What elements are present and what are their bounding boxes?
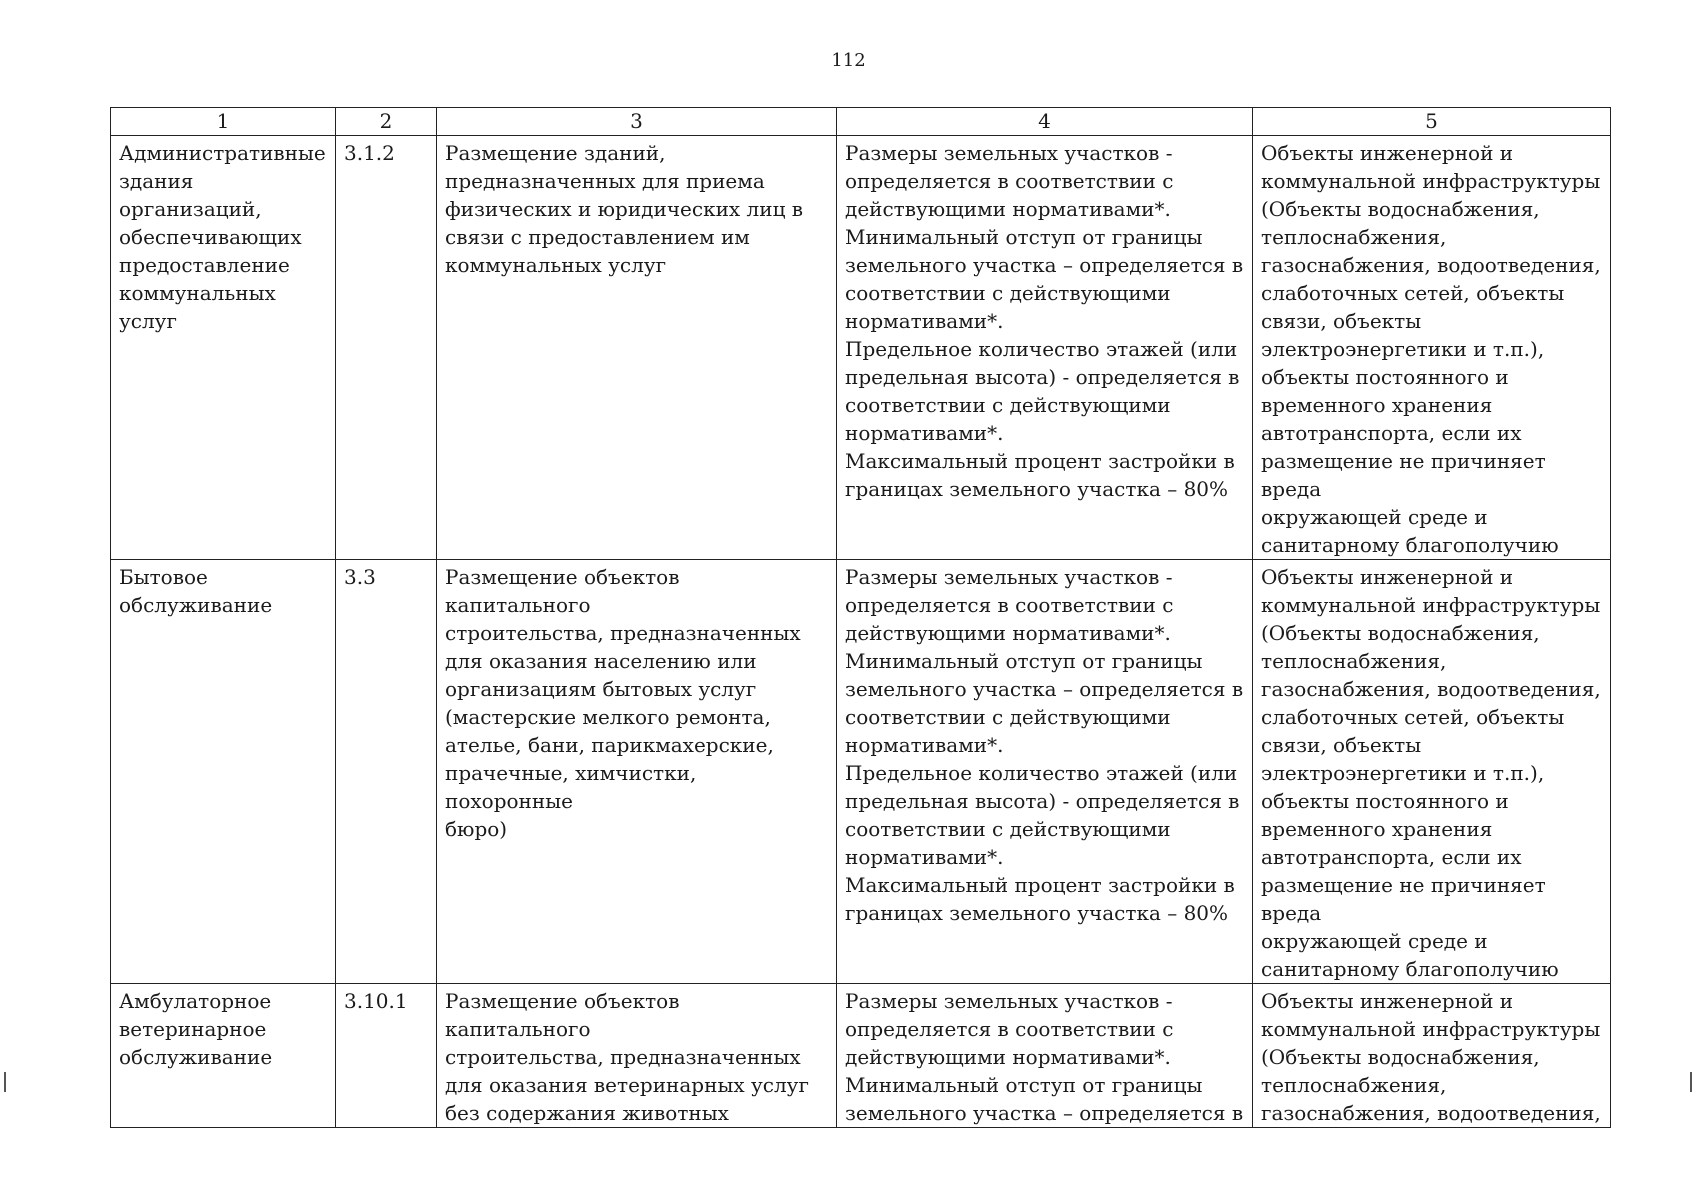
auxiliary-uses-cell: Объекты инженерной и коммунальной инфраструктуры (Объекты водоснабжения, теплоснабжения, газоснабжения, водоотведения, <box>1253 984 1611 1128</box>
parameters-cell: Размеры земельных участков - определяется в соответствии с действующими нормативами*. Минимальный отступ от границы земельного участка – определяется в соответствии с действующими нормативами*. Предельное количество этажей (или предельная высота) - определяется в соответствии с действующими нормативами*. Максимальный процент застройки в границах земельного участка – 80% <box>837 136 1253 560</box>
table-row <box>111 560 1611 984</box>
parameters-cell: Размеры земельных участков - определяется в соответствии с действующими нормативами*. Минимальный отступ от границы земельного участка – определяется в соответствии с действующими нормативами*. Предельное количество этажей (или предельная высота) - определяется в соответствии с действующими нормативами*. Максимальный процент застройки в границах земельного участка – 80% <box>837 560 1253 984</box>
use-type-name: Амбулаторное ветеринарное обслуживание <box>111 984 336 1128</box>
parameters-cell: Размеры земельных участков - определяется в соответствии с действующими нормативами*. Минимальный отступ от границы земельного участка – определяется в <box>837 984 1253 1128</box>
auxiliary-uses-cell: Объекты инженерной и коммунальной инфраструктуры (Объекты водоснабжения, теплоснабжения, газоснабжения, водоотведения, слаботочных сетей, объекты связи, объекты электроэнергетики и т.п.), объекты постоянного и временного хранения автотранспорта, если их размещение не причиняет вреда окружающей среде и санитарному благополучию <box>1253 136 1611 560</box>
page-number: 112 <box>831 50 866 71</box>
table-body <box>111 136 1611 1128</box>
header-row <box>111 108 1611 136</box>
header-col-3: 3 <box>437 108 837 136</box>
use-type-code: 3.10.1 <box>336 984 437 1128</box>
table-row <box>111 136 1611 560</box>
use-type-name: Административные здания организаций, обеспечивающих предоставление коммунальных услуг <box>111 136 336 560</box>
header-col-2: 2 <box>336 108 437 136</box>
land-use-table <box>110 107 1611 1128</box>
use-type-name: Бытовое обслуживание <box>111 560 336 984</box>
header-col-4: 4 <box>837 108 1253 136</box>
use-type-description: Размещение объектов капитального строительства, предназначенных для оказания ветеринарных услуг без содержания животных <box>437 984 837 1128</box>
header-col-1: 1 <box>111 108 336 136</box>
table-header <box>111 108 1611 136</box>
use-type-description: Размещение объектов капитального строительства, предназначенных для оказания населению или организациям бытовых услуг (мастерские мелкого ремонта, ателье, бани, парикмахерские, прачечные, химчистки, похоронные бюро) <box>437 560 837 984</box>
use-type-code: 3.1.2 <box>336 136 437 560</box>
scan-edge-mark-left <box>4 1072 6 1092</box>
auxiliary-uses-cell: Объекты инженерной и коммунальной инфраструктуры (Объекты водоснабжения, теплоснабжения, газоснабжения, водоотведения, слаботочных сетей, объекты связи, объекты электроэнергетики и т.п.), объекты постоянного и временного хранения автотранспорта, если их размещение не причиняет вреда окружающей среде и санитарному благополучию <box>1253 560 1611 984</box>
use-type-description: Размещение зданий, предназначенных для приема физических и юридических лиц в связи с предоставлением им коммунальных услуг <box>437 136 837 560</box>
use-type-code: 3.3 <box>336 560 437 984</box>
table-row <box>111 984 1611 1128</box>
scan-edge-mark-right <box>1690 1072 1692 1092</box>
header-col-5: 5 <box>1253 108 1611 136</box>
